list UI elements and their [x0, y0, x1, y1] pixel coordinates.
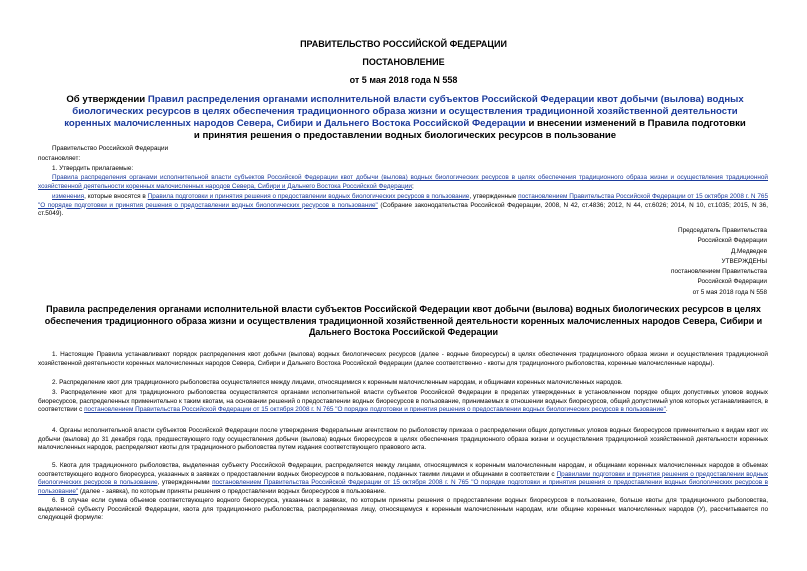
rules-link[interactable]: Правила распределения органами исполнительной власти субъектов Российской Федерации квот добычи (вылова) водных биологических ресурсов в целях обеспечения традиционного образа жизни и осуществления традиционной хозяйственной деятельности коренных малочисленных народов Севера, Сибири и Дальнего Востока Российской Федерации — [38, 174, 768, 190]
rule-paragraph-2: 2. Распределение квот для традиционного рыболовства осуществляется между лицами, относящимися к коренным малочисленным народам, и общинами коренных малочисленных народов. — [52, 379, 623, 386]
rule-paragraph-5: 5. Квота для традиционного рыболовства, выделенная субъекту Российской Федерации, распределяется между лицами, относящимися к коренным малочисленным народам, и общинами коренных малочисленных народов в объемах соответствующего водного биоресурса, указанных в заявках о предоставлении водных биоресурсов в пользование, поданных такими лицами и общинами в соответствии с Правилами подготовки и принятия решения о предоставлении водных биологических ресурсов в пользование, утвержденными постановлением Правительства Российской Федерации от 15 октября 2008 г. N 765 "О порядке подготовки и принятия решения о предоставлении водных биологических ресурсов в пользование" (далее - заявка), по которым приняты решения о предоставлении водных биоресурсов в пользование. — [38, 462, 768, 496]
preamble-line-2: постановляет: — [38, 155, 81, 162]
approval-line-2: постановлением Правительства — [671, 268, 767, 276]
document-title — [60, 94, 750, 142]
rule-paragraph-6: 6. В случае если сумма объемов соответствующего водного биоресурса, указанных в заявках, по которым приняты решения о предоставлении водных биоресурсов в пользование, больше квоты для традиционного рыболовства, выделенной субъекту Российской Федерации, квота для традиционного рыболовства, распределяемая лицу, относящемуся к коренным малочисленным народам, или общине коренных малочисленных народов (У), рассчитывается по следующей формуле: — [38, 497, 768, 522]
title-suffix: и внесении изменений в Правила подготовки и принятия решения о предоставлении водных биологических ресурсов в пользование — [193, 118, 746, 141]
document-type-heading: ПОСТАНОВЛЕНИЕ — [362, 57, 445, 67]
preamble-item-2: изменения, которые вносятся в Правила подготовки и принятия решения о предоставлении водных биологических ресурсов в пользование, утвержденные постановлением Правительства Российской Федерации от 15 октября 2008 г. N 765 "О порядке подготовки и принятия решения о предоставлении водных биологических ресурсов в пользование" (Собрание законодательства Российской Федерации, 2008, N 42, ст.4836; 2012, N 44, ст.6026; 2014, N 10, ст.1035; 2015, N 36, ст.5049). — [38, 193, 768, 218]
preamble-line-1: Правительство Российской Федерации — [52, 145, 169, 152]
preparation-rules-link[interactable]: Правила подготовки и принятия решения о предоставлении водных биологических ресурсов в пользование — [147, 193, 470, 200]
decree-765-link-rule-5[interactable]: постановлением Правительства Российской Федерации от 15 октября 2008 г. N 765 "О порядке подготовки и принятия решения о предоставлении водных биологических ресурсов в пользование" — [38, 479, 768, 496]
date-number-heading: от 5 мая 2018 года N 558 — [349, 75, 458, 85]
approval-line-4: от 5 мая 2018 года N 558 — [692, 288, 767, 296]
rule-paragraph-3: 3. Распределение квот для традиционного рыболовства осуществляется органами исполнительной власти субъектов Российской Федерации в пределах утвержденных в установленном порядке общих допустимых уловов водных биоресурсов, распределенных применительно к таким квотам, на основании решений о предоставлении водных биоресурсов в пользование, принимаемых в отношении водных биоресурсов, общий допустимый улов которых устанавливается, в соответствии с постановлением Правительства Российской Федерации от 15 октября 2008 г. N 765 "О порядке подготовки и принятия решения о предоставлении водных биологических ресурсов в пользование". — [38, 389, 768, 414]
rule-paragraph-4: 4. Органы исполнительной власти субъектов Российской Федерации после утверждения Федеральным агентством по рыболовству приказа о распределении общих допустимых уловов водных биоресурсов применительно к видам квот их добычи (вылова) до 31 декабря года, предшествующего году осуществления добычи (вылова) водных биоресурсов в целях обеспечения традиционного образа жизни и осуществления традиционной хозяйственной деятельности коренных малочисленных народов, распределяют квоты для традиционного рыболовства путем издания соответствующего правового акта. — [38, 427, 768, 452]
title-rules-link[interactable]: Правил распределения органами исполнительной власти субъектов Российской Федерации квот добычи (вылова) водных биологических ресурсов в целях обеспечения традиционного образа жизни и осуществления традиционной хозяйственной деятельности коренных малочисленных народов Севера, Сибири и Дальнего Востока Российской Федерации — [64, 94, 744, 129]
signature-line-1: Председатель Правительства — [678, 227, 767, 234]
rule-paragraph-1: 1. Настоящие Правила устанавливают порядок распределения квот добычи (вылова) водных биологических ресурсов (далее - водные биоресурсы) в целях обеспечения традиционного образа жизни и осуществления традиционной хозяйственной деятельности коренных малочисленных народов Севера, Сибири и Дальнего Востока Российской Федерации (далее соответственно - квоты для традиционного рыболовства, коренные малочисленные народы). — [38, 351, 768, 367]
changes-link[interactable]: изменения — [52, 193, 85, 200]
approval-line-1: УТВЕРЖДЕНЫ — [721, 257, 767, 265]
signature-line-2: Российской Федерации — [697, 237, 767, 245]
decree-765-link-rule-3[interactable]: постановлением Правительства Российской Федерации от 15 октября 2008 г. N 765 "О порядке подготовки и принятия решения о предоставлении водных биологических ресурсов в пользование" — [84, 406, 666, 414]
approval-line-3: Российской Федерации — [697, 278, 767, 286]
preamble-item-1: Правила распределения органами исполнительной власти субъектов Российской Федерации квот добычи (вылова) водных биологических ресурсов в целях обеспечения традиционного образа жизни и осуществления традиционной хозяйственной деятельности коренных малочисленных народов Севера, Сибири и Дальнего Востока Российской Федерации; — [38, 174, 768, 190]
government-heading: ПРАВИТЕЛЬСТВО РОССИЙСКОЙ ФЕДЕРАЦИИ — [300, 39, 507, 49]
preparation-rules-link-rule-5[interactable]: Правилами подготовки и принятия решения о предоставлении водных биологических ресурсов в пользование — [38, 470, 768, 487]
signature-block — [671, 226, 767, 298]
decree-765-link[interactable]: постановлением Правительства Российской Федерации от 15 октября 2008 г. N 765 "О порядке подготовки и принятия решения о предоставлении водных биологических ресурсов в пользование" — [38, 193, 768, 209]
signature-line-3: Д.Медведев — [730, 247, 767, 255]
rules-title: Правила распределения органами исполнительной власти субъектов Российской Федерации квот добычи (вылова) водных биологических ресурсов в целях обеспечения традиционного образа жизни и осуществления традиционной хозяйственной деятельности коренных малочисленных народов Севера, Сибири и Дальнего Востока Российской Федерации — [44, 304, 763, 338]
preamble-line-3: 1. Утвердить прилагаемые: — [52, 165, 134, 172]
title-prefix: Об утверждении — [66, 94, 148, 105]
